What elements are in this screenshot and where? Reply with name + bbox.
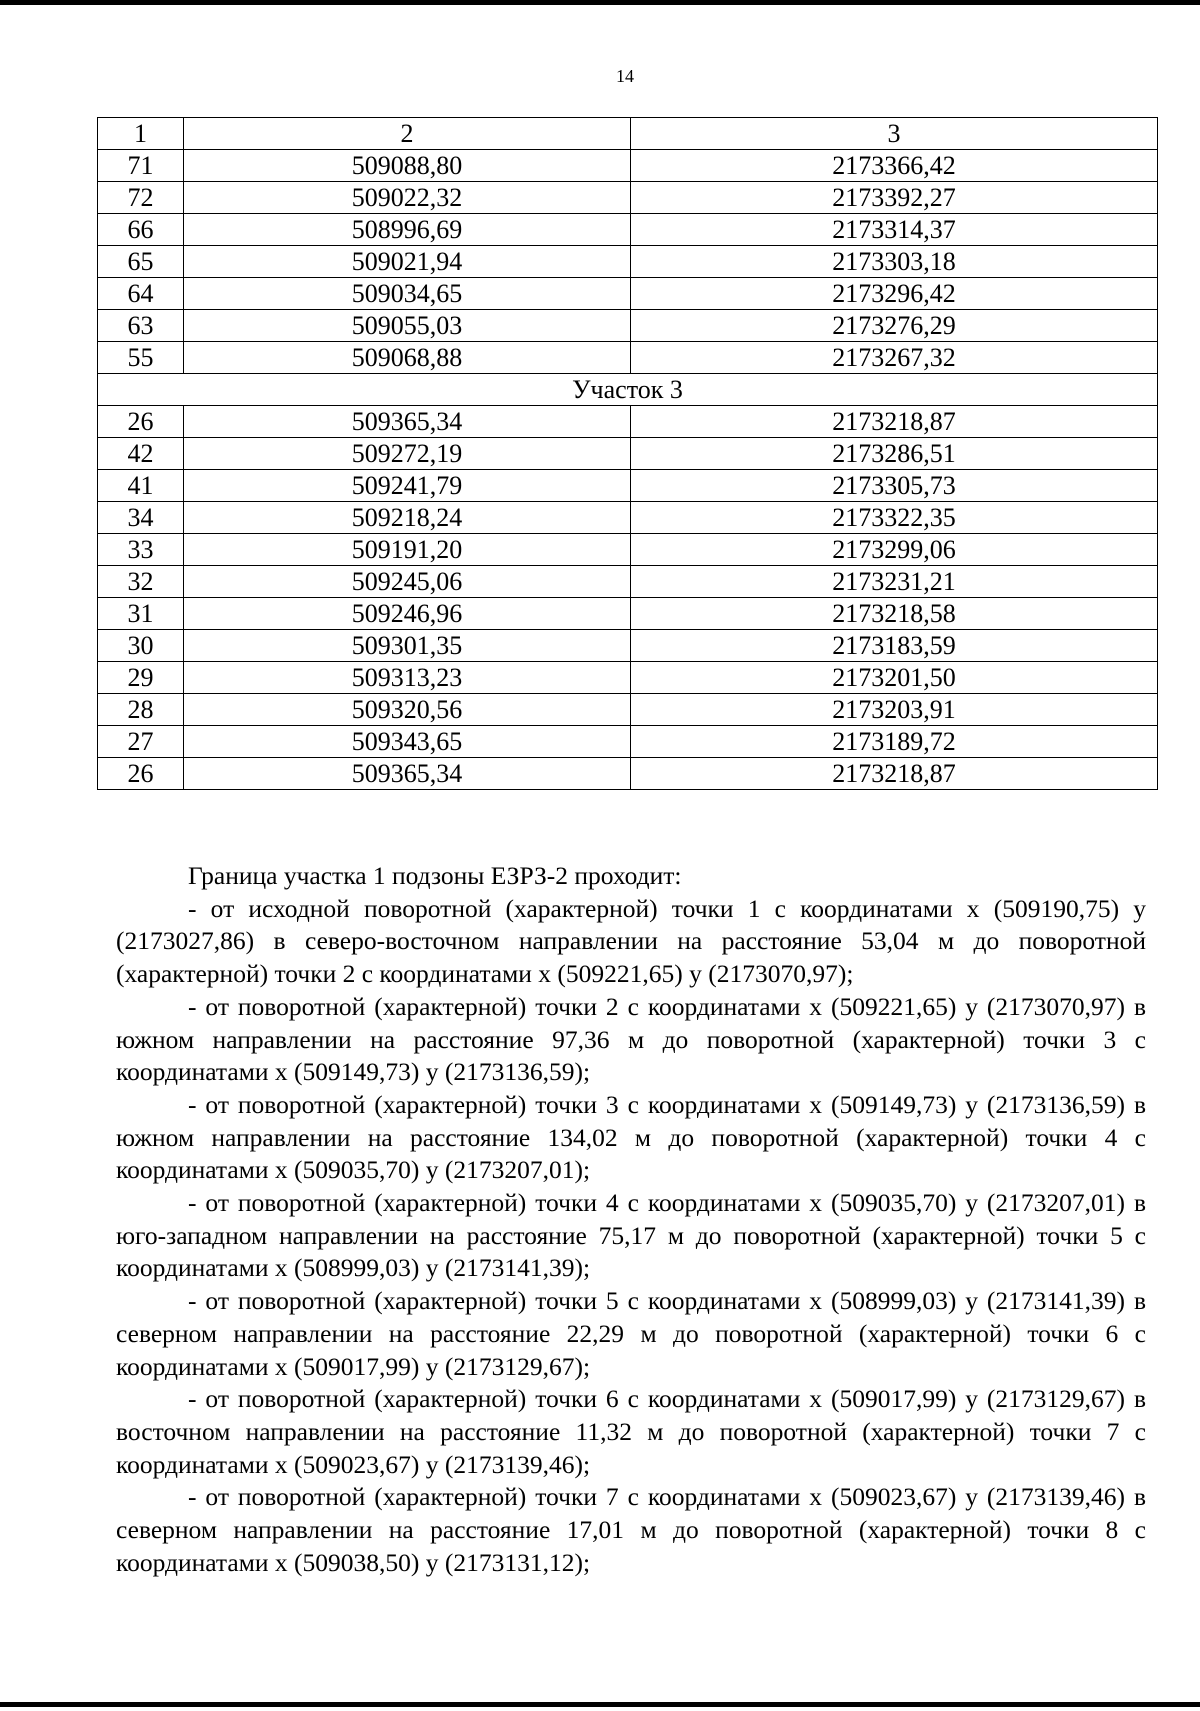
point-number-cell: 29 [98,662,184,694]
boundary-heading: Граница участка 1 подзоны ЕЗРЗ-2 проходит: [188,861,682,890]
coordinates-table [97,117,1158,790]
point-number-cell: 41 [98,470,184,502]
x-coordinate-cell: 509191,20 [184,534,631,566]
y-coordinate-cell: 2173218,87 [631,406,1158,438]
table-row [98,470,1158,502]
table-row [98,214,1158,246]
x-coordinate-cell: 509343,65 [184,726,631,758]
table-row [98,566,1158,598]
y-coordinate-cell: 2173203,91 [631,694,1158,726]
point-number-cell: 42 [98,438,184,470]
y-coordinate-cell: 2173305,73 [631,470,1158,502]
table-row [98,662,1158,694]
scan-edge-top [0,0,1200,5]
section-title: Участок 3 [98,374,1158,406]
point-number-cell: 28 [98,694,184,726]
header-cell-x: 2 [184,118,631,150]
header-cell-number: 1 [98,118,184,150]
point-number-cell: 71 [98,150,184,182]
y-coordinate-cell: 2173392,27 [631,182,1158,214]
x-coordinate-cell: 509055,03 [184,310,631,342]
y-coordinate-cell: 2173303,18 [631,246,1158,278]
x-coordinate-cell: 509301,35 [184,630,631,662]
table-row [98,758,1158,790]
x-coordinate-cell: 509320,56 [184,694,631,726]
table-row [98,726,1158,758]
point-number-cell: 66 [98,214,184,246]
point-number-cell: 72 [98,182,184,214]
x-coordinate-cell: 509365,34 [184,758,631,790]
point-number-cell: 27 [98,726,184,758]
y-coordinate-cell: 2173267,32 [631,342,1158,374]
y-coordinate-cell: 2173189,72 [631,726,1158,758]
y-coordinate-cell: 2173296,42 [631,278,1158,310]
y-coordinate-cell: 2173231,21 [631,566,1158,598]
table-row [98,182,1158,214]
table-row [98,342,1158,374]
boundary-segment-paragraph: - от исходной поворотной (характерной) точки 1 с координатами x (509190,75) y (2173027,86) в северо-восточном направлении на расстояние 53,04 м до поворотной (характерной) точки 2 с координатами x (509221,65) y (2173070,97); [116,893,1146,989]
y-coordinate-cell: 2173299,06 [631,534,1158,566]
point-number-cell: 32 [98,566,184,598]
x-coordinate-cell: 509365,34 [184,406,631,438]
x-coordinate-cell: 509088,80 [184,150,631,182]
x-coordinate-cell: 509241,79 [184,470,631,502]
table-row [98,502,1158,534]
y-coordinate-cell: 2173201,50 [631,662,1158,694]
point-number-cell: 63 [98,310,184,342]
boundary-description [116,860,1146,1579]
boundary-items [116,893,1146,1580]
page-number: 14 [616,66,634,86]
x-coordinate-cell: 509218,24 [184,502,631,534]
point-number-cell: 31 [98,598,184,630]
x-coordinate-cell: 509034,65 [184,278,631,310]
y-coordinate-cell: 2173286,51 [631,438,1158,470]
y-coordinate-cell: 2173183,59 [631,630,1158,662]
boundary-segment-paragraph: - от поворотной (характерной) точки 6 с координатами x (509017,99) y (2173129,67) в восточном направлении на расстояние 11,32 м до поворотной (характерной) точки 7 с координатами x (509023,67) y (2173139,46); [116,1384,1146,1479]
point-number-cell: 26 [98,758,184,790]
table-header-row [98,118,1158,150]
table-row [98,598,1158,630]
table-row [98,150,1158,182]
x-coordinate-cell: 509021,94 [184,246,631,278]
point-number-cell: 33 [98,534,184,566]
table-row [98,438,1158,470]
table-row [98,278,1158,310]
point-number-cell: 26 [98,406,184,438]
table-row [98,246,1158,278]
table-row [98,406,1158,438]
point-number-cell: 55 [98,342,184,374]
y-coordinate-cell: 2173276,29 [631,310,1158,342]
table-row [98,630,1158,662]
y-coordinate-cell: 2173218,58 [631,598,1158,630]
point-number-cell: 65 [98,246,184,278]
x-coordinate-cell: 509022,32 [184,182,631,214]
header-cell-y: 3 [631,118,1158,150]
x-coordinate-cell: 508996,69 [184,214,631,246]
y-coordinate-cell: 2173366,42 [631,150,1158,182]
x-coordinate-cell: 509068,88 [184,342,631,374]
scan-edge-bottom [0,1702,1200,1707]
y-coordinate-cell: 2173322,35 [631,502,1158,534]
table-row [98,310,1158,342]
y-coordinate-cell: 2173218,87 [631,758,1158,790]
x-coordinate-cell: 509246,96 [184,598,631,630]
x-coordinate-cell: 509245,06 [184,566,631,598]
table-row [98,694,1158,726]
boundary-segment-paragraph: - от поворотной (характерной) точки 7 с координатами x (509023,67) y (2173139,46) в северном направлении на расстояние 17,01 м до поворотной (характерной) точки 8 с координатами x (509038,50) y (2173131,12); [116,1482,1146,1577]
point-number-cell: 30 [98,630,184,662]
boundary-segment-paragraph: - от поворотной (характерной) точки 5 с координатами x (508999,03) y (2173141,39) в северном направлении на расстояние 22,29 м до поворотной (характерной) точки 6 с координатами x (509017,99) y (2173129,67); [116,1286,1146,1381]
section-row [98,374,1158,406]
table-row [98,534,1158,566]
x-coordinate-cell: 509313,23 [184,662,631,694]
point-number-cell: 64 [98,278,184,310]
x-coordinate-cell: 509272,19 [184,438,631,470]
boundary-segment-paragraph: - от поворотной (характерной) точки 3 с координатами x (509149,73) y (2173136,59) в южном направлении на расстояние 134,02 м до поворотной (характерной) точки 4 с координатами x (509035,70) y (2173207,01); [116,1089,1146,1185]
point-number-cell: 34 [98,502,184,534]
boundary-segment-paragraph: - от поворотной (характерной) точки 4 с координатами x (509035,70) y (2173207,01) в юго-западном направлении на расстояние 75,17 м до поворотной (характерной) точки 5 с координатами x (508999,03) y (2173141,39); [116,1188,1146,1283]
y-coordinate-cell: 2173314,37 [631,214,1158,246]
boundary-segment-paragraph: - от поворотной (характерной) точки 2 с координатами x (509221,65) y (2173070,97) в южном направлении на расстояние 97,36 м до поворотной (характерной) точки 3 с координатами x (509149,73) y (2173136,59); [116,991,1146,1087]
